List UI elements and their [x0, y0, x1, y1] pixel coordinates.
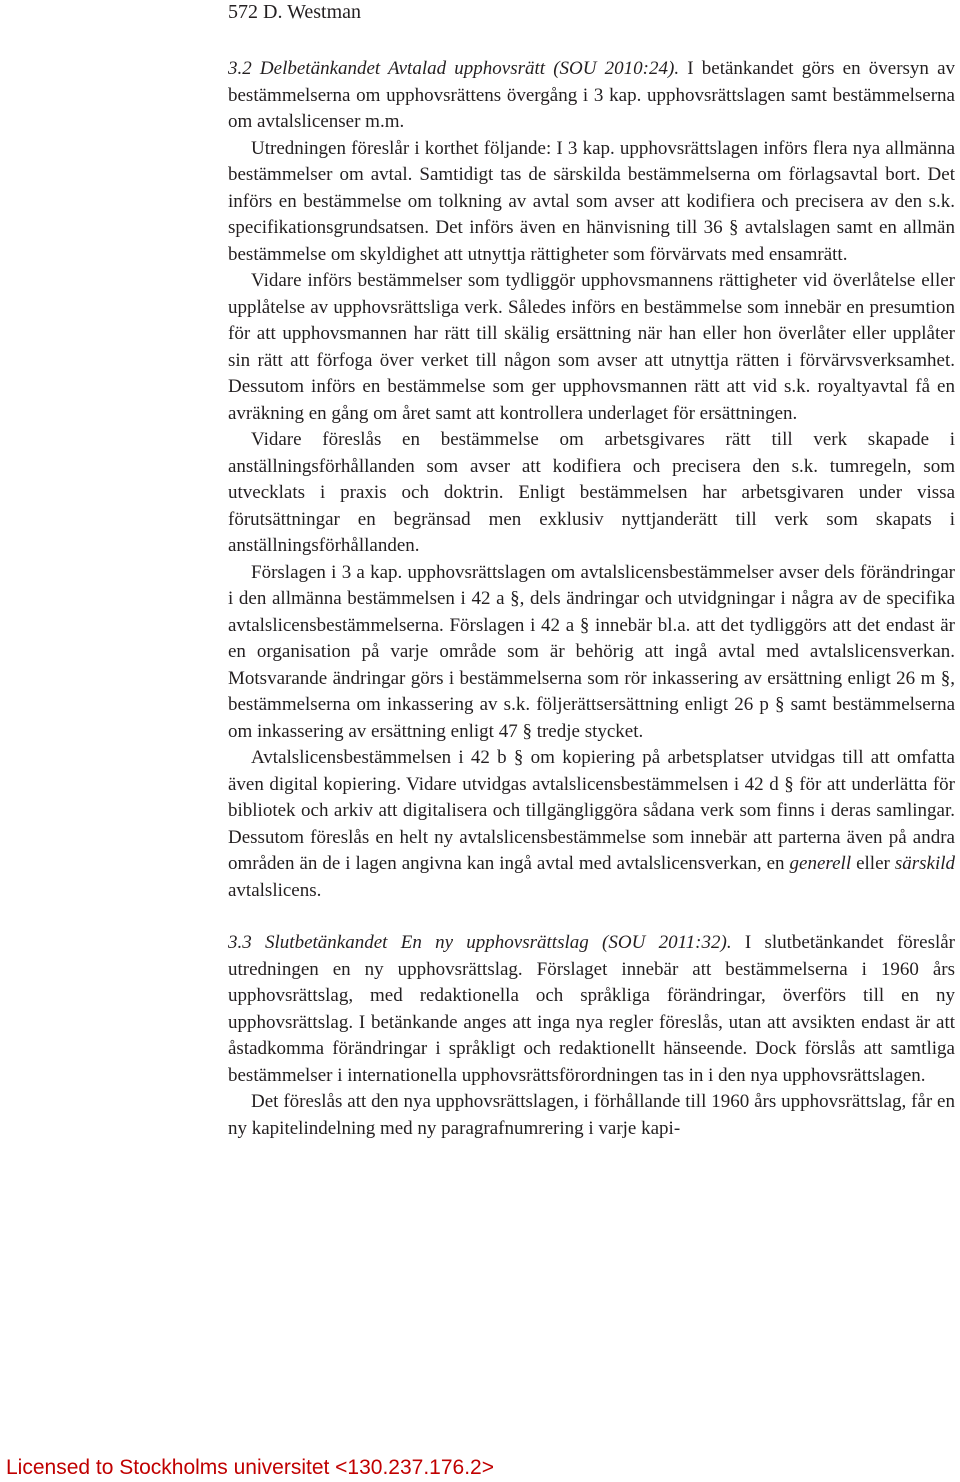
paragraph-text-mid: eller: [851, 853, 895, 874]
section-3-2-heading: 3.2 Delbetänkandet Avtalad upphovsrätt (SOU 2010:24).: [228, 58, 680, 79]
paragraph-text: I slutbetänkandet föreslår utredningen en ny upphovsrättslag. Förslaget innebär att bestämmelserna i 1960 års upphovsrättslag, med redaktionella och språkliga förändringar, överförs till en ny upphovsrättslag. I betänkande anges att inga nya regler föreslås, utan att avsikten endast är att åstadkomma förändringar i språkligt och redaktionellt hänseende. Dock förslås att samtliga bestämmelser i internationella upphovsrättsförordningen tas in i den nya upphovsrättslagen.: [228, 932, 956, 1086]
article-body: [228, 56, 955, 1142]
paragraph-text: Avtalslicensbestämmelsen i 42 b § om kopiering på arbetsplatser utvidgas till att omfatta även digital kopiering. Vidare utvidgas avtalslicensbestämmelsen i 42 d § för att underlätta för bibliotek och arkiv att digitalisera och tillgängliggöra sådana verk som finns i deras samlingar. Dessutom föreslås en helt ny avtalslicensbestämmelse som innebär att parterna även på andra områden än de i lagen angivna kan ingå avtal med avtalslicensverkan, en: [228, 747, 955, 874]
emphasis-sarskild: särskild: [894, 853, 956, 874]
running-head: 572 D. Westman: [228, 1, 362, 23]
emphasis-generell: generell: [789, 853, 852, 874]
paragraph: Vidare föreslås en bestämmelse om arbetsgivares rätt till verk skapade i anställningsförhållanden som avser att kodifiera och precisera den s.k. tumregeln, som utvecklats i praxis och doktrin. Enligt bestämmelsen har arbetsgivaren under vissa förutsättningar en begränsad men exklusiv nyttjanderätt till verk som skapats i anställningsförhållanden.: [228, 429, 955, 556]
section-3-3-heading: 3.3 Slutbetänkandet En ny upphovsrättslag (SOU 2011:32).: [228, 932, 732, 953]
license-footer: Licensed to Stockholms universitet <130.237.176.2>: [6, 1456, 494, 1479]
section-3-3-intro-paragraph: [228, 930, 955, 1089]
paragraph-text: I betänkandet görs en översyn av bestämmelserna om upphovsrättens övergång i 3 kap. upphovsrättslagen samt bestämmelserna om avtalslicenser m.m.: [228, 58, 956, 132]
paragraph: Förslagen i 3 a kap. upphovsrättslagen om avtalslicensbestämmelser avser dels förändringar i den allmänna bestämmelsen i 42 a §, dels ändringar och utvidgningar i några av de specifika avtalslicensbestämmelserna. Förslagen i 42 a § innebär bl.a. att det tydliggörs att det endast är en organisation på varje område som är behörig att ingå avtal med avtalslicensverkan. Motsvarande ändringar görs i bestämmelserna som rör inkassering av ersättning enligt 26 m §, bestämmelserna om inkassering av s.k. följerättsersättning enligt 26 p § samt bestämmelserna om inkassering av ersättning enligt 47 § tredje stycket.: [228, 561, 955, 742]
paragraph: Utredningen föreslår i korthet följande: I 3 kap. upphovsrättslagen införs flera nya allmänna bestämmelser om avtal. Samtidigt tas de särskilda bestämmelserna om förlagsavtal bort. Det införs en bestämmelse om tolkning av avtal som avser att kodifiera och precisera av den s.k. specifikationsgrundsatsen. Det införs även en hänvisning till 36 § avtalslagen samt en allmän bestämmelse om skyldighet att utnyttja rättigheter som förvärvats med ensamrätt.: [228, 137, 955, 265]
paragraph-text-end: avtalslicens.: [228, 879, 322, 901]
paragraph: [228, 745, 955, 904]
paragraph: Vidare införs bestämmelser som tydliggör upphovsmannens rättigheter vid överlåtelse eller upplåtelse av upphovsrättsliga verk. Således införs en bestämmelse som innebär en presumtion för att upphovsmannen har rätt till skälig ersättning när han eller hon överlåter eller upplåter sin rätt att förfoga över verket till någon som avser att utnyttja rätten i förvärvsverksamhet. Dessutom införs en bestämmelse som ger upphovsmannen rätt att vid s.k. royaltyavtal få en avräkning en gång om året samt att kontrollera underlaget för ersättningen.: [228, 270, 955, 424]
section-3-2-intro-paragraph: [228, 56, 955, 136]
paragraph: Det föreslås att den nya upphovsrättslagen, i förhållande till 1960 års upphovsrättslag, får en ny kapitelindelning med ny paragrafnumrering i varje kapi-: [228, 1091, 955, 1139]
